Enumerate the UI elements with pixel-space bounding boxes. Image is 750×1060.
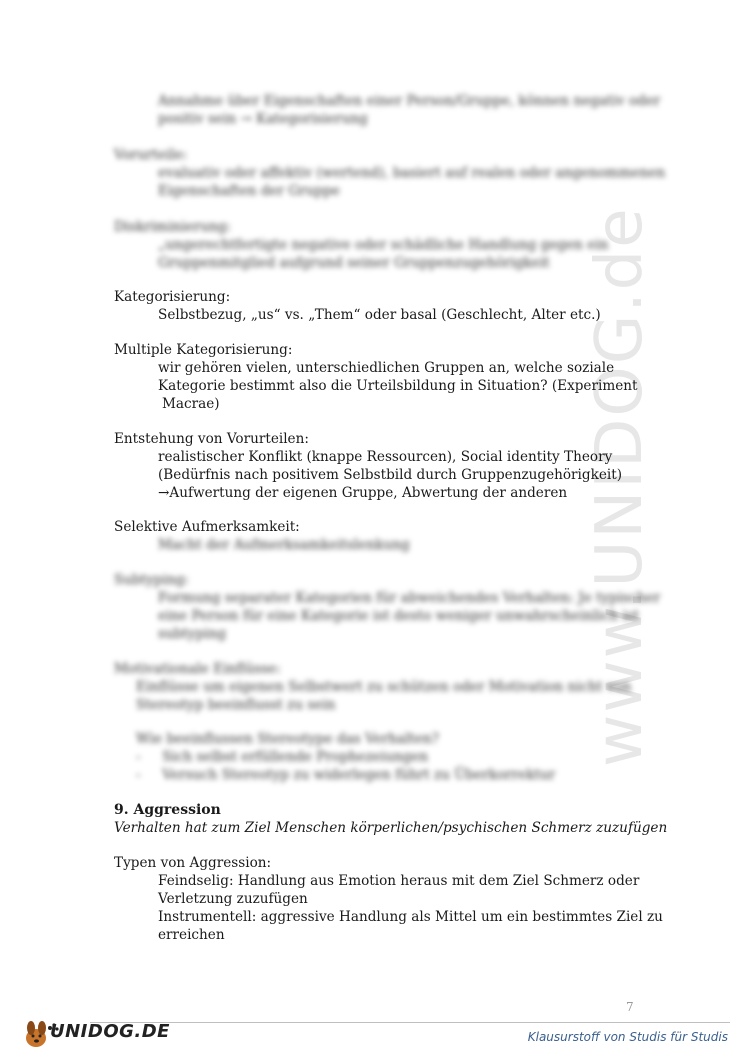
blurred-text: Eigenschaften der Gruppe: [158, 183, 340, 199]
blurred-text: Gruppenmitglied aufgrund seiner Gruppenzugehörigkeit: [158, 255, 550, 271]
bullet-text: Versuch Stereotyp zu widerlegen führt zu Überkorrektur: [162, 767, 556, 783]
blurred-heading: Diskriminierung:: [114, 219, 231, 235]
paragraph-line: Selbstbezug, „us“ vs. „Them“ oder basal (Geschlecht, Alter etc.): [158, 307, 601, 323]
paragraph-line: Macrae): [162, 396, 220, 412]
paragraph-line: Verletzung zuzufügen: [158, 891, 308, 907]
paragraph-line: erreichen: [158, 927, 225, 943]
blurred-text: Macht der Aufmerksamkeitslenkung: [158, 537, 410, 553]
paragraph-line: Kategorie bestimmt also die Urteilsbildung in Situation? (Experiment: [158, 378, 638, 394]
blurred-text: Annahme über Eigenschaften einer Person/Gruppe, können negativ oder: [158, 93, 661, 109]
paragraph-line: realistischer Konflikt (knappe Ressourcen), Social identity Theory: [158, 449, 613, 465]
blurred-text: positiv sein → Kategorisierung: [158, 111, 368, 127]
blurred-text: Formung separater Kategorien für abweichendes Verhalten: Je typischer: [158, 590, 661, 606]
section-heading: Entstehung von Vorurteilen:: [114, 431, 309, 447]
section-heading: Selektive Aufmerksamkeit:: [114, 519, 300, 535]
logo-text: UNIDOG.DE: [50, 1021, 170, 1042]
blurred-text: eine Person für eine Kategorie ist desto weniger unwahrscheinlich ist: [158, 608, 640, 624]
watermark: www.UNIDOG.de: [583, 206, 657, 767]
bullet-text: Sich selbst erfüllende Prophezeiungen: [162, 749, 429, 765]
footer-divider: [90, 1022, 730, 1023]
definition-line: Verhalten hat zum Ziel Menschen körperlichen/psychischen Schmerz zuzufügen: [114, 820, 668, 836]
blurred-text: Wie beeinflussen Stereotype das Verhalten?: [136, 731, 439, 747]
blurred-heading: Motivationale Einflüsse:: [114, 661, 281, 677]
blurred-text: Stereotyp beeinflusst zu sein: [136, 697, 336, 713]
paragraph-line: (Bedürfnis nach positivem Selbstbild durch Gruppenzugehörigkeit): [158, 467, 622, 483]
paragraph-line: Feindselig: Handlung aus Emotion heraus mit dem Ziel Schmerz oder: [158, 873, 640, 889]
footer-tagline: Klausurstoff von Studis für Studis: [527, 1030, 728, 1044]
blurred-text: subtyping: [158, 626, 227, 642]
paragraph-line: wir gehören vielen, unterschiedlichen Gruppen an, welche soziale: [158, 360, 615, 376]
blurred-heading: Vorurteile:: [114, 147, 188, 163]
section-heading: Multiple Kategorisierung:: [114, 342, 293, 358]
blurred-bullet: - Versuch Stereotyp zu widerlegen führt zu Überkorrektur: [136, 767, 556, 783]
blurred-text: evaluativ oder affektiv (wertend), basiert auf realen oder angenommenen: [158, 165, 666, 181]
paragraph-line: Instrumentell: aggressive Handlung als Mittel um ein bestimmtes Ziel zu: [158, 909, 663, 925]
blurred-bullet: - Sich selbst erfüllende Prophezeiungen: [136, 749, 429, 765]
section-heading: Kategorisierung:: [114, 289, 231, 305]
blurred-text: Einflüsse um eigenen Selbstwert zu schützen oder Motivation nicht von: [136, 679, 632, 695]
section-heading: Typen von Aggression:: [114, 855, 272, 871]
blurred-heading: Subtyping:: [114, 572, 189, 588]
blurred-text: „ungerechtfertigte negative oder schädliche Handlung gegen ein: [158, 237, 609, 253]
chapter-heading: 9. Aggression: [114, 802, 221, 818]
page-number: 7: [626, 1000, 634, 1014]
paragraph-line: →Aufwertung der eigenen Gruppe, Abwertung der anderen: [158, 485, 568, 501]
